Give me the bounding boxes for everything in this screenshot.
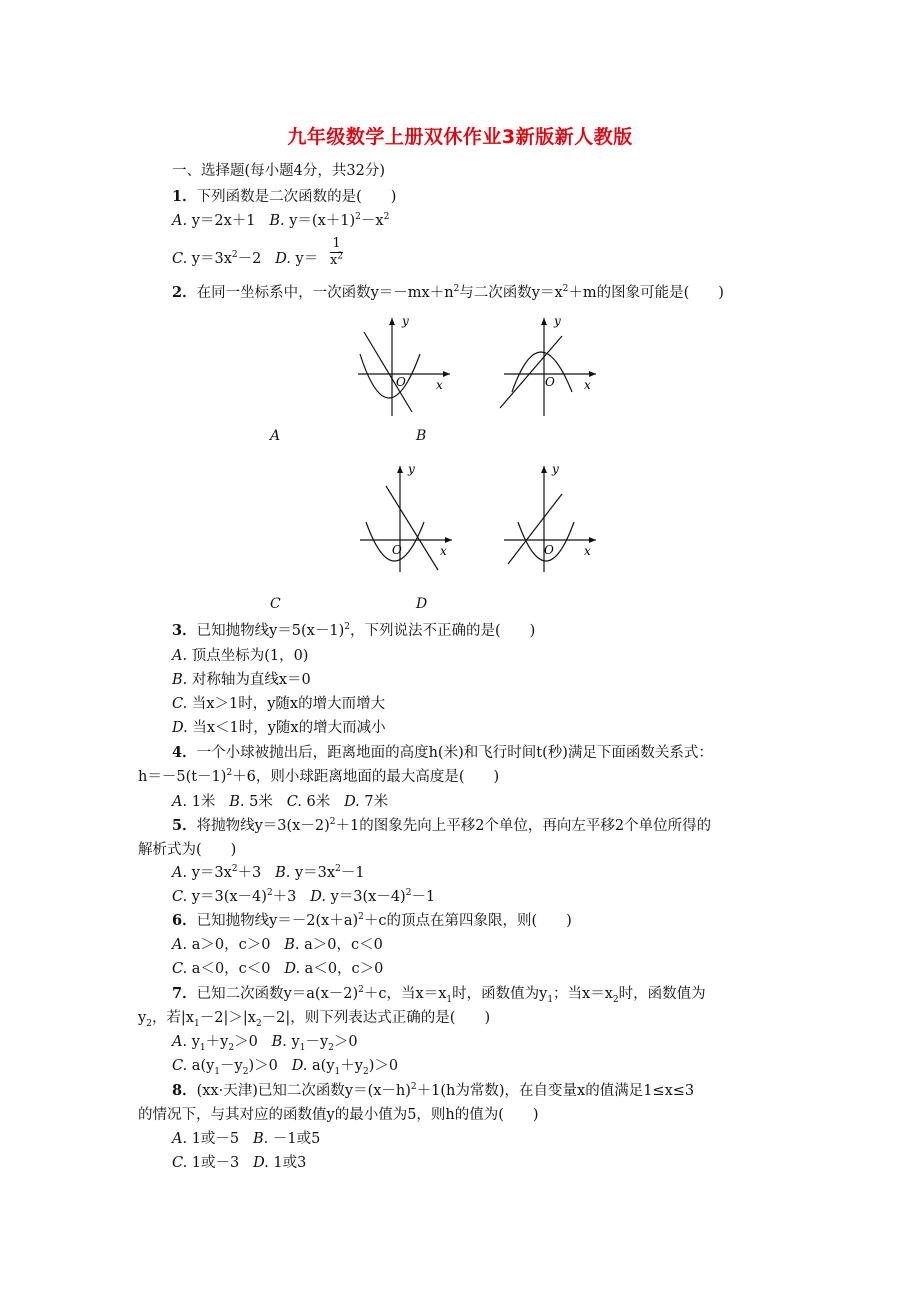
- question-5-options-cd: C. $y=3(x-4)^2+3$ D. $y=3(x-4)^2-1$: [172, 888, 436, 905]
- question-7-stem-line-1: [172, 984, 706, 1004]
- section-heading: 一、选择题(每小题4分，共32分): [172, 163, 385, 179]
- question-number: 7．: [172, 985, 197, 1002]
- question-4-stem-line-1: [172, 743, 713, 763]
- option-text: $y=(x+1)^2-x^2$: [289, 212, 390, 229]
- question-7-stem-line-2: $y_2$，若$|x_1-2|>|x_2-2|$，则下列表达式正确的是( ): [138, 1010, 491, 1029]
- x-axis-label: x: [584, 544, 591, 558]
- question-3-option-c: [172, 694, 385, 714]
- option-letter: A.: [172, 648, 188, 664]
- graph-b: [496, 312, 606, 422]
- question-text: 在同一坐标系中，一次函数$y=-mx+n^2$与二次函数$y=x^2+m$的图象可能是( ): [196, 284, 724, 301]
- question-5-stem-line-1: [172, 816, 711, 836]
- question-7-options-ab: A. $y_1+y_2>0$ B. $y_1-y_2>0$: [172, 1034, 358, 1053]
- question-text: 下列函数是二次函数的是( ): [196, 189, 397, 205]
- option-text: $y=3x^2-2$: [191, 250, 262, 267]
- graph-d: [496, 460, 606, 578]
- option-text: 顶点坐标为(1，0): [191, 648, 309, 664]
- question-text: 已知抛物线$y=5(x-1)^2$，下列说法不正确的是( ): [196, 622, 536, 639]
- question-text: (xx·天津)已知二次函数$y=(x-h)^2+1(h$为常数)，在自变量x的值满足1≤x≤3: [196, 1082, 695, 1099]
- question-2-stem: [172, 283, 724, 303]
- option-text: 当x＞1时，y随x的增大而增大: [191, 696, 386, 712]
- question-3-option-b: [172, 670, 311, 690]
- question-number: 5．: [172, 817, 197, 834]
- option-letter: A.: [172, 213, 188, 229]
- graph-label-b: B: [416, 428, 427, 444]
- question-text: 将抛物线$y=3(x-2)^2+1$的图象先向上平移2个单位，再向左平移2个单位所得的: [196, 817, 712, 834]
- option-letter: B.: [172, 672, 188, 688]
- question-text: 已知抛物线$y=-2(x+a)^2+c$的顶点在第四象限，则( ): [196, 912, 572, 929]
- question-6-stem: [172, 911, 572, 931]
- question-1-stem: [172, 187, 396, 207]
- option-letter: B.: [269, 213, 285, 229]
- question-text: 已知二次函数$y=a(x-2)^2+c$，当$x=x_1$时，函数值为$y_1$；当$x=x_2$时，函数值为: [196, 985, 706, 1005]
- option-letter: D.: [275, 251, 291, 267]
- question-4-stem-line-2: $h=-5(t-1)^2+6$，则小球距离地面的最大高度是( ): [138, 768, 500, 785]
- question-number: 3．: [172, 622, 197, 639]
- question-1-options-cd: [172, 249, 318, 269]
- graph-a: [350, 312, 460, 422]
- graph-c: [352, 460, 462, 578]
- option-text: y＝2x＋1: [191, 213, 256, 229]
- y-axis-label: y: [552, 462, 559, 476]
- origin-label: O: [544, 543, 554, 557]
- question-8-options-ab: A. 1或－5 B. －1或5: [172, 1131, 321, 1147]
- option-text: 当x＜1时，y随x的增大而减小: [192, 720, 386, 736]
- question-number: 4．: [172, 744, 197, 761]
- question-number: 1．: [172, 188, 197, 205]
- option-text: 对称轴为直线x＝0: [191, 672, 311, 688]
- question-5-options-ab: A. $y=3x^2+3$ B. $y=3x^2-1$: [172, 864, 365, 881]
- question-6-options-cd: C. a＜0，c＜0 D. a＜0，c＞0: [172, 961, 384, 977]
- question-number: 8．: [172, 1082, 197, 1099]
- question-3-option-a: [172, 646, 308, 666]
- question-7-options-cd: C. $a(y_1-y_2)>0$ D. $a(y_1+y_2)>0$: [172, 1058, 399, 1077]
- question-4-options: A. 1米 B. 5米 C. 6米 D. 7米: [172, 794, 389, 810]
- x-axis-label: x: [584, 378, 591, 392]
- question-3-option-d: [172, 718, 386, 738]
- graph-label-a: A: [270, 428, 281, 444]
- question-text: 一个小球被抛出后，距离地面的高度h(米)和飞行时间t(秒)满足下面函数关系式：: [196, 745, 713, 761]
- question-5-stem-line-2: 解析式为( ): [138, 842, 237, 858]
- question-8-stem-line-2: 的情况下，与其对应的函数值y的最小值为5，则h的值为( ): [138, 1107, 539, 1123]
- question-number: 6．: [172, 912, 197, 929]
- origin-label: O: [392, 543, 402, 557]
- question-6-options-ab: A. a＞0，c＞0 B. a＞0，c＜0: [172, 937, 383, 953]
- question-3-stem: [172, 621, 535, 641]
- origin-label: O: [396, 375, 406, 389]
- graph-label-c: C: [270, 596, 281, 612]
- option-letter: C.: [172, 696, 188, 712]
- y-axis-label: y: [554, 314, 561, 328]
- origin-label: O: [545, 375, 555, 389]
- question-1-options-ab: [172, 211, 389, 231]
- y-axis-label: y: [402, 314, 409, 328]
- y-axis-label: y: [408, 462, 415, 476]
- question-8-options-cd: C. 1或－3 D. 1或3: [172, 1155, 307, 1171]
- graph-label-d: D: [416, 596, 428, 612]
- x-axis-label: x: [440, 544, 447, 558]
- question-number: 2．: [172, 284, 197, 301]
- option-text: y＝: [295, 251, 319, 267]
- x-axis-label: x: [436, 378, 443, 392]
- option-letter: C.: [172, 251, 188, 267]
- option-letter: D.: [172, 720, 188, 736]
- page-title: 九年级数学上册双休作业3新版新人教版: [287, 126, 633, 148]
- fraction: $\frac{1}{x^2}$: [330, 236, 344, 268]
- question-8-stem-line-1: [172, 1081, 694, 1101]
